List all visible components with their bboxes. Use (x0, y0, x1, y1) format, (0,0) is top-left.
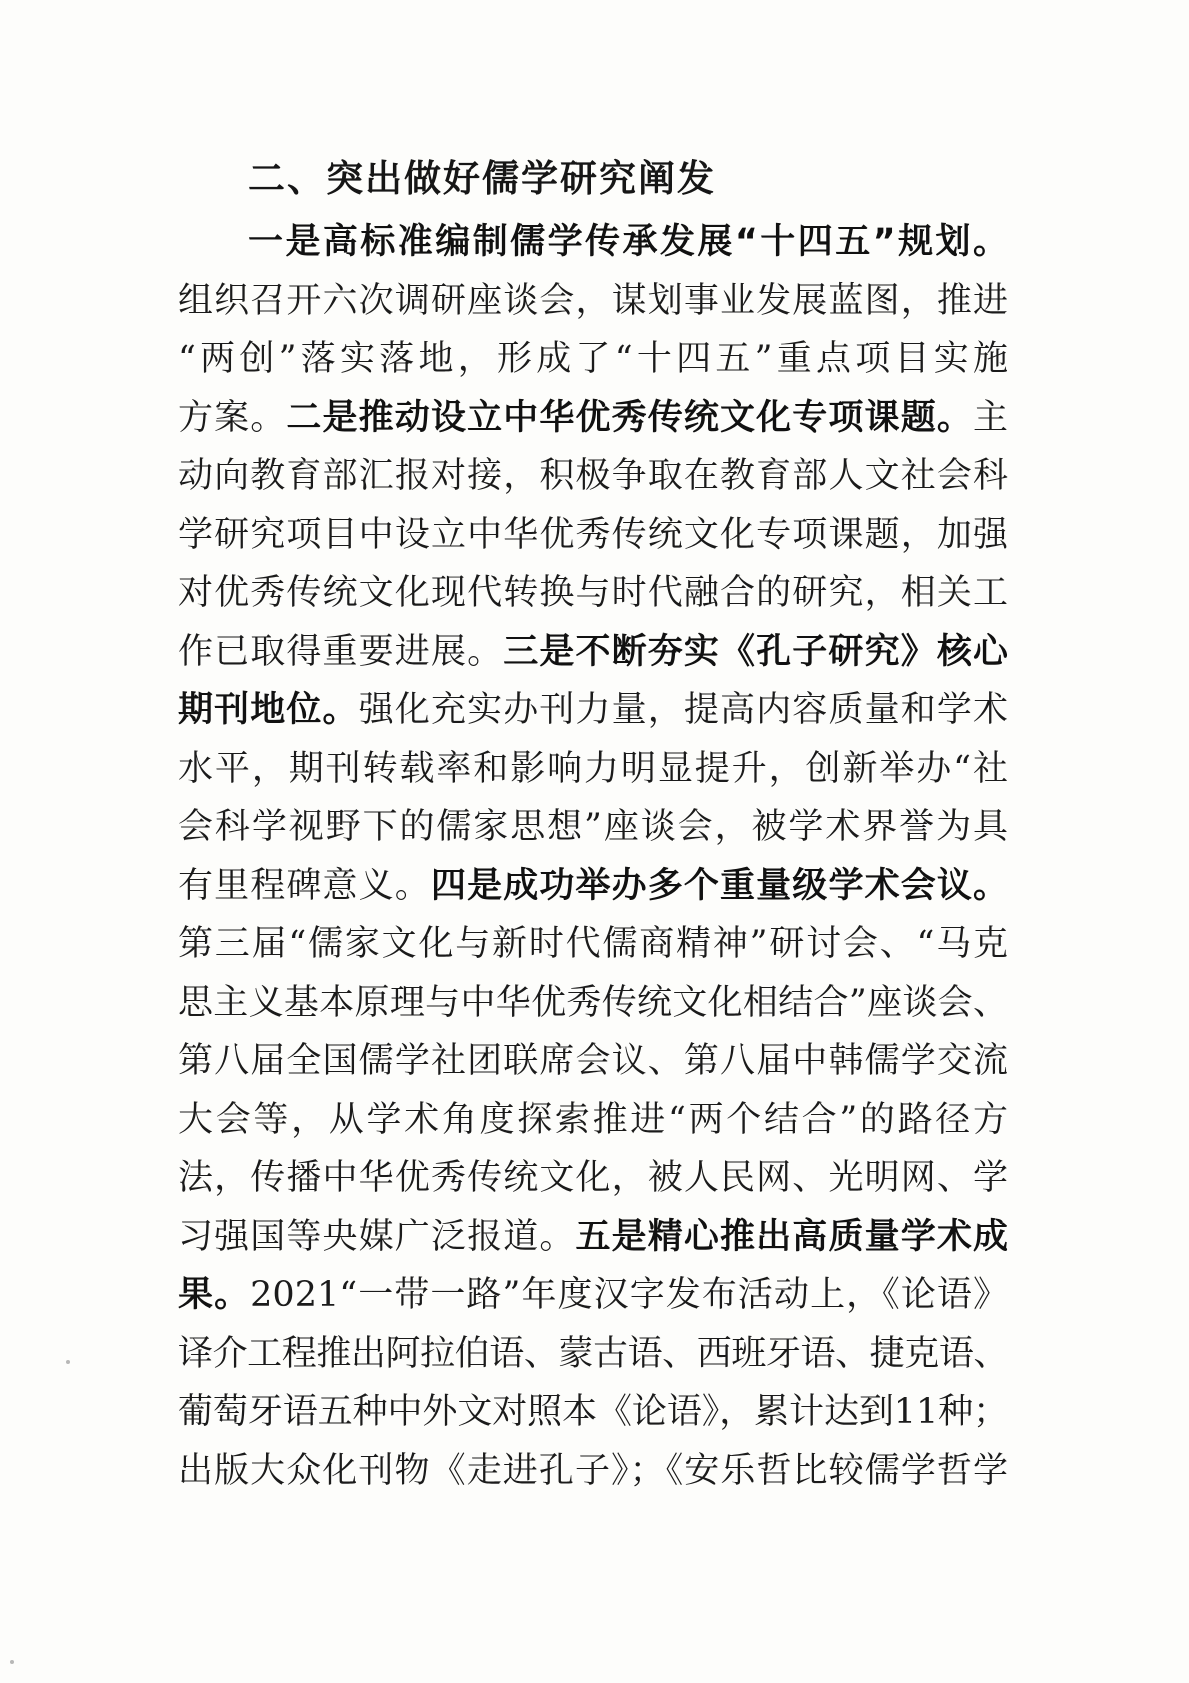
text-phrase: 大会等，从学术角度探索推进“两个结合”的路径方 (178, 1099, 1008, 1140)
text-phrase: 出版大众化刊物《走进孔子》；《安乐哲比较儒学哲学 (178, 1450, 1008, 1491)
text-phrase: 会科学视野下的儒家思想”座谈会，被学术界誉为具 (178, 807, 1008, 847)
text-phrase: 第八届全国儒学社团联席会议、第八届中韩儒学交流 (178, 1041, 1008, 1081)
text-line (178, 1032, 1008, 1091)
text-phrase: 译介工程推出阿拉伯语、蒙古语、西班牙语、捷克语、 (178, 1333, 1008, 1374)
bold-phrase: 四是成功举办多个重量级学术会议。 (430, 865, 1008, 906)
text-phrase: 学研究项目中设立中华优秀传统文化专项课题，加强 (178, 514, 1008, 555)
text-phrase: 葡萄牙语五种中外文对照本《论语》，累计达到11种； (178, 1392, 1008, 1432)
bold-phrase: 五是精心推出高质量学术成 (575, 1216, 1008, 1257)
bold-phrase: 二是推动设立中华优秀传统文化专项课题。 (286, 397, 973, 438)
body-paragraph (178, 213, 1008, 1500)
text-phrase: “两创”落实落地，形成了“十四五”重点项目实施 (178, 339, 1008, 379)
text-line (178, 506, 1008, 565)
text-phrase: 第三届“儒家文化与新时代儒商精神”研讨会、“马克 (178, 924, 1008, 964)
text-phrase: 组织召开六次调研座谈会，谋划事业发展蓝图，推进 (178, 280, 1008, 321)
text-line (178, 974, 1008, 1033)
bold-phrase: 期刊地位。 (178, 690, 359, 730)
bold-phrase: 果。 (178, 1275, 251, 1315)
text-line (178, 915, 1008, 974)
bold-phrase: 一是高标准编制儒学传承发展“十四五”规划。 (248, 222, 1008, 262)
text-line (178, 272, 1008, 331)
text-line (178, 1208, 1008, 1267)
scan-speck (10, 1660, 14, 1664)
text-phrase: 法，传播中华优秀传统文化，被人民网、光明网、学 (178, 1158, 1008, 1198)
text-line (178, 213, 1008, 272)
text-phrase: 方案。 (178, 397, 287, 438)
text-line (178, 447, 1008, 506)
text-phrase: 作已取得重要进展。 (178, 631, 504, 672)
text-line (178, 389, 1008, 448)
text-line (178, 740, 1008, 799)
text-phrase: 动向教育部汇报对接，积极争取在教育部人文社会科 (178, 456, 1008, 496)
text-line (178, 1149, 1008, 1208)
text-phrase: 主 (972, 397, 1008, 438)
text-line (178, 1266, 1008, 1325)
text-line (178, 564, 1008, 623)
text-line (178, 1091, 1008, 1150)
text-line (178, 857, 1008, 916)
text-line (178, 330, 1008, 389)
text-phrase: 思主义基本原理与中华优秀传统文化相结合”座谈会、 (178, 982, 1008, 1023)
text-line (178, 623, 1008, 682)
scan-speck (66, 1360, 70, 1364)
text-line (178, 798, 1008, 857)
text-line (178, 1383, 1008, 1442)
text-phrase: 对优秀传统文化现代转换与时代融合的研究，相关工 (178, 573, 1008, 613)
text-phrase: 2021“一带一路”年度汉字发布活动上，《论语》 (250, 1275, 1008, 1315)
text-line (178, 1325, 1008, 1384)
text-phrase: 强化充实办刊力量，提高内容质量和学术 (358, 690, 1008, 730)
text-line (178, 1442, 1008, 1501)
text-phrase: 水平，期刊转载率和影响力明显提升，创新举办“社 (178, 748, 1008, 789)
text-phrase: 有里程碑意义。 (178, 865, 431, 906)
section-heading: 二、突出做好儒学研究阐发 (248, 157, 716, 200)
text-phrase: 习强国等央媒广泛报道。 (178, 1216, 576, 1257)
text-line (178, 681, 1008, 740)
bold-phrase: 三是不断夯实《孔子研究》核心 (503, 631, 1008, 672)
